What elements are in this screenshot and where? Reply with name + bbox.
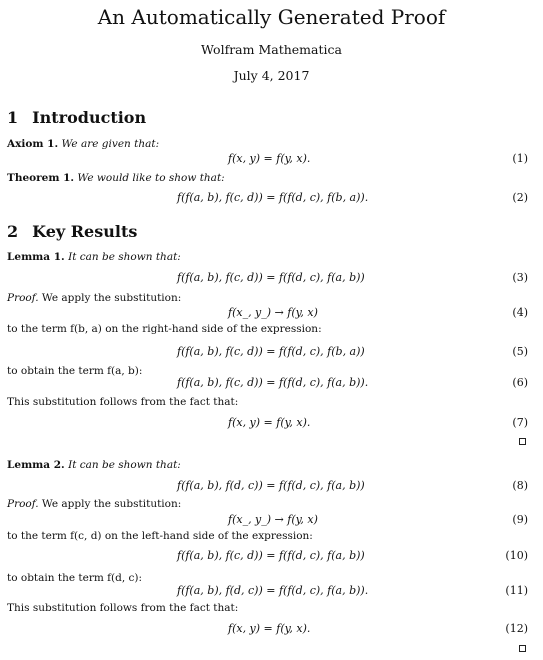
proof-intro xyxy=(7,498,181,510)
qed-square-icon xyxy=(519,438,526,445)
equation: f(x, y) = f(y, x). xyxy=(228,152,311,165)
equation-number: (7) xyxy=(512,416,528,429)
equation: f(x, y) = f(y, x). xyxy=(228,622,311,635)
proof-label: Proof. xyxy=(7,498,39,510)
lemma-head: Lemma 1. xyxy=(7,251,65,263)
theorem-head: Theorem 1. xyxy=(7,172,75,184)
proof-label: Proof. xyxy=(7,292,39,304)
proof-text-line: to obtain the term f(a, b): xyxy=(7,365,143,377)
equation-number: (3) xyxy=(512,271,528,284)
equation: f(f(a, b), f(c, d)) = f(f(d, c), f(a, b)) xyxy=(177,549,365,562)
proof-text-line: This substitution follows from the fact that: xyxy=(7,602,239,614)
theorem-statement xyxy=(7,172,225,184)
equation-number: (2) xyxy=(512,191,528,204)
proof-text: We apply the substitution: xyxy=(38,292,182,304)
equation: f(f(a, b), f(c, d)) = f(f(d, c), f(a, b)). xyxy=(177,376,369,389)
lemma-text: It can be shown that: xyxy=(68,251,181,263)
equation-number: (1) xyxy=(512,152,528,165)
section-number: 2 xyxy=(7,222,19,241)
proof-text: We apply the substitution: xyxy=(38,498,182,510)
equation: f(x_, y_) → f(y, x) xyxy=(228,513,318,526)
lemma-1-statement xyxy=(7,251,181,263)
section-title: Key Results xyxy=(32,222,138,241)
equation: f(f(a, b), f(d, c)) = f(f(d, c), f(a, b)) xyxy=(177,479,365,492)
axiom-statement xyxy=(7,138,159,150)
lemma-text: It can be shown that: xyxy=(68,459,181,471)
equation-number: (11) xyxy=(505,584,528,597)
equation-number: (12) xyxy=(505,622,528,635)
section-number: 1 xyxy=(7,108,19,127)
equation-number: (5) xyxy=(512,345,528,358)
lemma-2-statement xyxy=(7,459,181,471)
equation: f(x_, y_) → f(y, x) xyxy=(228,306,318,319)
section-heading-key-results xyxy=(7,222,137,241)
qed-square-icon xyxy=(519,645,526,652)
paper-author: Wolfram Mathematica xyxy=(201,42,342,57)
equation: f(f(a, b), f(c, d)) = f(f(d, c), f(a, b)) xyxy=(177,271,365,284)
axiom-text: We are given that: xyxy=(61,138,160,150)
section-title: Introduction xyxy=(32,108,147,127)
equation: f(x, y) = f(y, x). xyxy=(228,416,311,429)
proof-text-line: to the term f(c, d) on the left-hand side of the expression: xyxy=(7,530,313,542)
equation: f(f(a, b), f(d, c)) = f(f(d, c), f(a, b)). xyxy=(177,584,369,597)
proof-text-line: to obtain the term f(d, c): xyxy=(7,572,143,584)
equation-number: (9) xyxy=(512,513,528,526)
section-heading-introduction xyxy=(7,108,146,127)
theorem-text: We would like to show that: xyxy=(77,172,225,184)
proof-text-line: This substitution follows from the fact that: xyxy=(7,396,239,408)
equation-number: (10) xyxy=(505,549,528,562)
axiom-head: Axiom 1. xyxy=(7,138,59,150)
equation: f(f(a, b), f(c, d)) = f(f(d, c), f(b, a)) xyxy=(177,345,365,358)
equation-number: (8) xyxy=(512,479,528,492)
equation-number: (4) xyxy=(512,306,528,319)
equation-number: (6) xyxy=(512,376,528,389)
proof-text-line: to the term f(b, a) on the right-hand side of the expression: xyxy=(7,323,322,335)
paper-title: An Automatically Generated Proof xyxy=(97,5,446,29)
equation: f(f(a, b), f(c, d)) = f(f(d, c), f(b, a)). xyxy=(177,191,369,204)
proof-intro xyxy=(7,292,181,304)
paper-date: July 4, 2017 xyxy=(233,68,310,83)
lemma-head: Lemma 2. xyxy=(7,459,65,471)
